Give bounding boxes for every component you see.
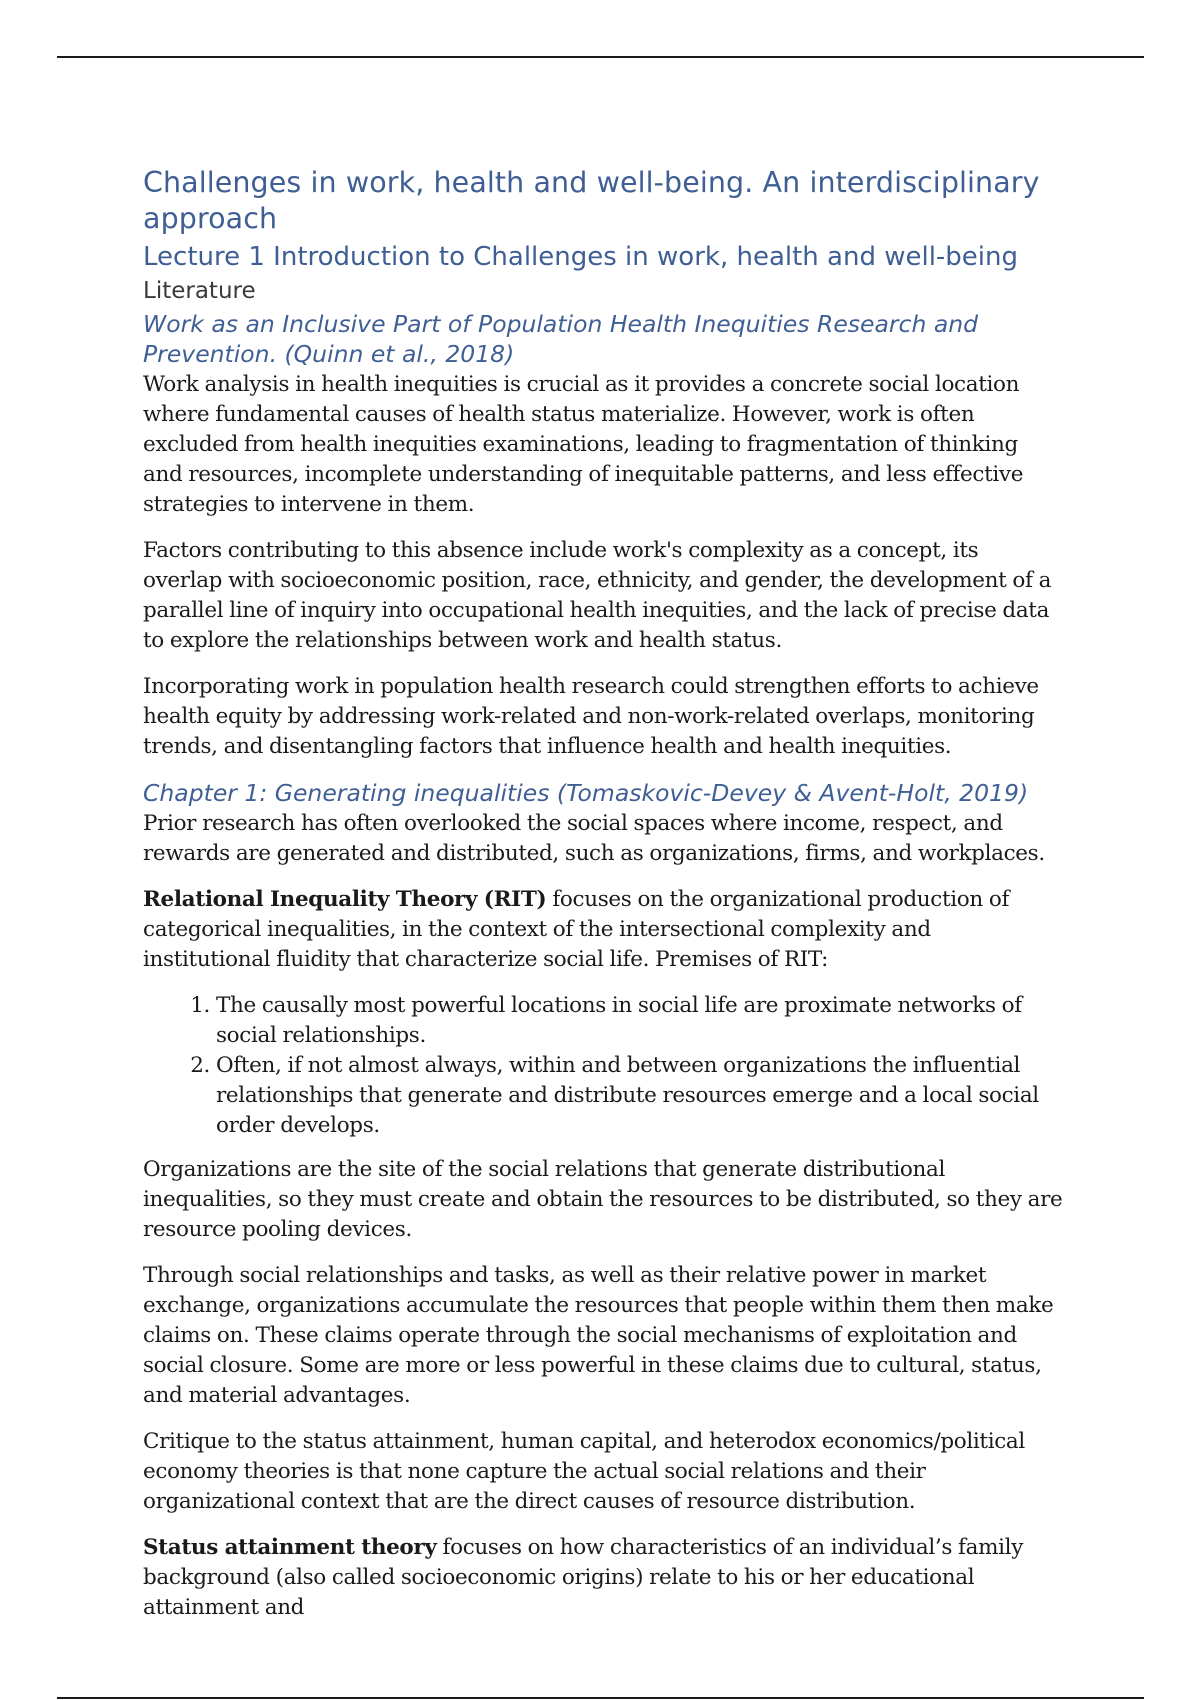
paragraph: Factors contributing to this absence include work's complexity as a concept, its overlap with socioeconomic position, race, ethnicity, and gender, the development of a parallel line of inquiry into occupational health inequities, and the lack of precise data to explore the relationships between work and health status. — [143, 538, 1052, 653]
literature-heading: Literature — [143, 278, 256, 304]
rit-term: Relational Inequality Theory (RIT) — [143, 887, 547, 912]
paragraph: Critique to the status attainment, human capital, and heterodox economics/political economy theories is that none capture the actual social relations and their organizational context that are the direct causes of resource distribution. — [143, 1429, 1025, 1514]
paragraph: Organizations are the site of the social relations that generate distributional inequalities, so they must create and obtain the resources to be distributed, so they are resource pooling devices. — [143, 1157, 1063, 1242]
rit-premises-list — [143, 991, 1063, 1141]
paragraph: Prior research has often overlooked the social spaces where income, respect, and rewards are generated and distributed, such as organizations, firms, and workplaces. — [143, 811, 1045, 866]
source-heading-quinn: Work as an Inclusive Part of Population Health Inequities Research and Prevention. (Quinn et al., 2018) — [143, 310, 979, 368]
lecture-heading: Lecture 1 Introduction to Challenges in work, health and well-being — [143, 242, 1019, 272]
list-item: 1. The causally most powerful locations in social life are proximate networks of social relationships. — [216, 991, 1063, 1051]
rit-paragraph — [143, 885, 1063, 975]
bottom-rule — [57, 1697, 1144, 1699]
list-item: 2. Often, if not almost always, within and between organizations the influential relationships that generate and distribute resources emerge and a local social order develops. — [216, 1051, 1063, 1141]
status-term: Status attainment theory — [143, 1535, 437, 1560]
document-page — [143, 165, 1063, 1639]
source-heading-tomaskovic-devey: Chapter 1: Generating inequalities (Tomaskovic-Devey & Avent-Holt, 2019) — [143, 779, 1029, 807]
paragraph: Incorporating work in population health research could strengthen efforts to achieve health equity by addressing work-related and non-work-related overlaps, monitoring trends, and disentangling factors that influence health and health inequities. — [143, 674, 1039, 759]
status-text: focuses on how characteristics of an individual’s family background (also called socioeconomic origins) relate to his or her educational attainment and — [143, 1535, 1024, 1620]
paragraph: Through social relationships and tasks, as well as their relative power in market exchange, organizations accumulate the resources that people within them then make claims on. These claims operate through the social mechanisms of exploitation and social closure. Some are more or less powerful in these claims due to cultural, status, and material advantages. — [143, 1263, 1054, 1408]
top-rule — [57, 56, 1144, 58]
document-title: Challenges in work, health and well-being. An interdisciplinary approach — [143, 166, 1040, 235]
status-attainment-paragraph — [143, 1533, 1063, 1623]
rit-text: focuses on the organizational production of categorical inequalities, in the context of the intersectional complexity and institutional fluidity that characterize social life. Premises of RIT: — [143, 887, 1010, 972]
paragraph: Work analysis in health inequities is crucial as it provides a concrete social location where fundamental causes of health status materialize. However, work is often excluded from health inequities examinations, leading to fragmentation of thinking and resources, incomplete understanding of inequitable patterns, and less effective strategies to intervene in them. — [143, 372, 1024, 517]
